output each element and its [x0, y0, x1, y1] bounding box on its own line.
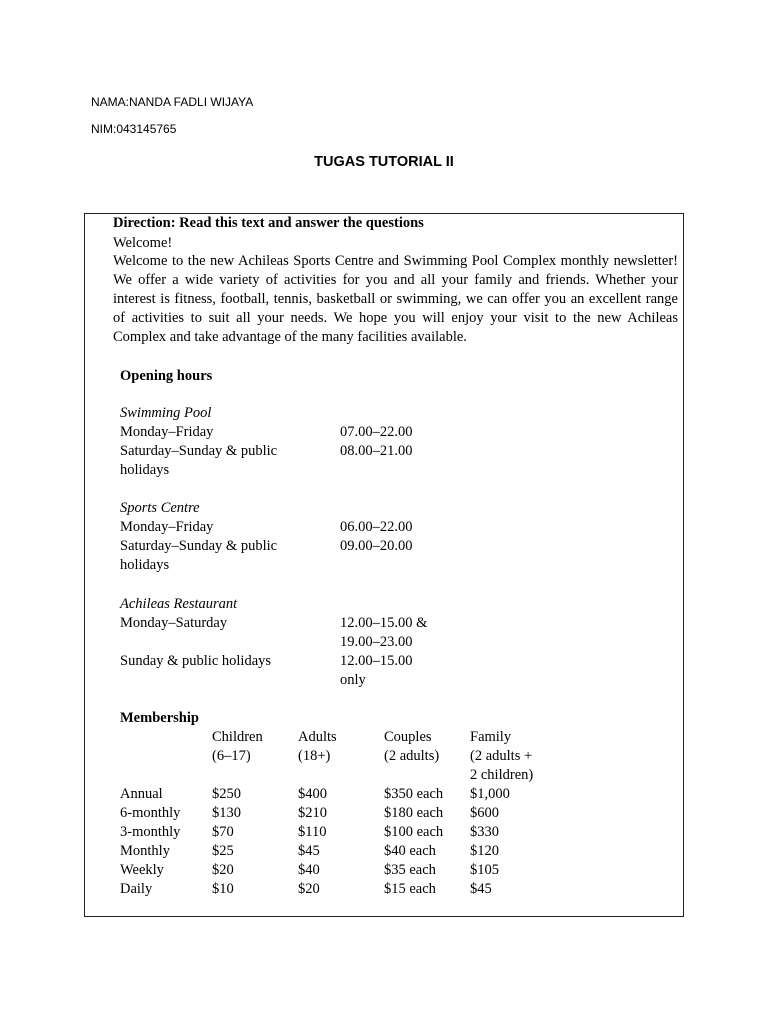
pool-row2-value: 08.00–21.00 — [340, 443, 413, 459]
period-cell: Monthly — [120, 843, 170, 859]
table-row — [120, 785, 540, 804]
table-row — [120, 861, 540, 880]
pool-title: Swimming Pool — [120, 405, 212, 421]
sports-row2-label: Saturday–Sunday & public — [120, 538, 278, 554]
price-cell: $15 each — [384, 881, 436, 897]
membership-heading: Membership — [120, 710, 199, 726]
direction-heading: Direction: Read this text and answer the questions — [113, 215, 424, 231]
period-cell: Weekly — [120, 862, 164, 878]
pool-row2-label: Saturday–Sunday & public — [120, 443, 278, 459]
col-header-couples: Couples (2 adults) — [384, 729, 440, 764]
table-row — [120, 804, 540, 823]
price-cell: $20 — [212, 862, 234, 878]
price-cell: $40 each — [384, 843, 436, 859]
table-row — [120, 880, 540, 899]
price-cell: $25 — [212, 843, 234, 859]
restaurant-row2-label: Sunday & public holidays — [120, 653, 272, 669]
student-nim: NIM:043145765 — [91, 122, 177, 136]
sports-row1-label: Monday–Friday — [120, 519, 214, 535]
period-cell: 6-monthly — [120, 805, 181, 821]
page-title: TUGAS TUTORIAL II — [314, 154, 454, 170]
col-header-adults: Adults (18+) — [298, 729, 337, 764]
membership-table — [120, 785, 540, 899]
sports-row2-value: 09.00–20.00 — [340, 538, 413, 554]
price-cell: $600 — [470, 805, 499, 821]
student-name: NAMA:NANDA FADLI WIJAYA — [91, 95, 254, 109]
sports-row1-value: 06.00–22.00 — [340, 519, 413, 535]
col-header-children: Children (6–17) — [212, 729, 263, 764]
price-cell: $20 — [298, 881, 320, 897]
restaurant-row1-value-cont: 19.00–23.00 — [340, 634, 413, 650]
opening-hours-heading: Opening hours — [120, 368, 213, 384]
price-cell: $35 each — [384, 862, 436, 878]
price-cell: $40 — [298, 862, 320, 878]
price-cell: $130 — [212, 805, 241, 821]
period-cell: 3-monthly — [120, 824, 181, 840]
sports-title: Sports Centre — [120, 500, 200, 516]
sports-row2-label-cont: holidays — [120, 557, 170, 573]
table-row — [120, 842, 540, 861]
price-cell: $110 — [298, 824, 327, 840]
welcome-line: Welcome! — [113, 235, 173, 251]
period-cell: Daily — [120, 881, 153, 897]
intro-paragraph: Welcome to the new Achileas Sports Centre and Swimming Pool Complex monthly newsletter! We offer a wide variety of activities for you and all your family and friends. Whether your interest is fitness, football, tennis, basketball or swimming, we can offer you an excellent range of activities to suit all your needs. We hope you will enjoy your visit to the new Achileas Complex and take advantage of the many facilities available. — [113, 253, 678, 346]
price-cell: $400 — [298, 786, 327, 802]
restaurant-row2-value: 12.00–15.00 — [340, 653, 413, 669]
price-cell: $45 — [298, 843, 320, 859]
pool-row1-label: Monday–Friday — [120, 424, 214, 440]
restaurant-row1-value: 12.00–15.00 & — [340, 615, 428, 631]
col-header-family: Family (2 adults + 2 children) — [470, 729, 534, 783]
price-cell: $330 — [470, 824, 499, 840]
price-cell: $350 each — [384, 786, 444, 802]
pool-row2-label-cont: holidays — [120, 462, 170, 478]
pool-row1-value: 07.00–22.00 — [340, 424, 413, 440]
table-row — [120, 823, 540, 842]
price-cell: $70 — [212, 824, 234, 840]
price-cell: $250 — [212, 786, 241, 802]
price-cell: $120 — [470, 843, 499, 859]
price-cell: $45 — [470, 881, 492, 897]
restaurant-row2-value-cont: only — [340, 672, 366, 688]
price-cell: $180 each — [384, 805, 444, 821]
price-cell: $100 each — [384, 824, 444, 840]
period-cell: Annual — [120, 786, 163, 802]
price-cell: $10 — [212, 881, 234, 897]
restaurant-row1-label: Monday–Saturday — [120, 615, 228, 631]
restaurant-title: Achileas Restaurant — [120, 596, 238, 612]
price-cell: $105 — [470, 862, 499, 878]
price-cell: $1,000 — [470, 786, 510, 802]
price-cell: $210 — [298, 805, 327, 821]
